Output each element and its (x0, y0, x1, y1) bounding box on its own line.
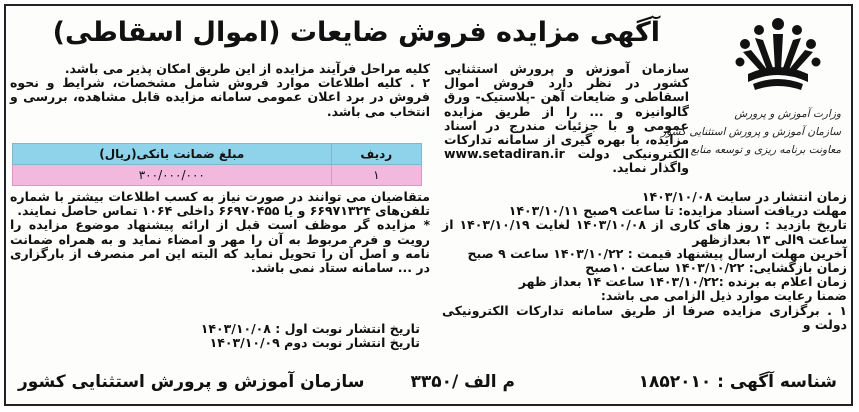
intro-paragraph (444, 62, 689, 176)
schedule-block (442, 190, 847, 332)
table-header-deposit-amount: مبلغ ضمانت بانکی(ریال) (13, 144, 332, 165)
deposit-table (12, 143, 422, 186)
ad-title: آگهی مزایده فروش ضایعات (اموال اسقاطی) (52, 17, 660, 48)
publication-dates (120, 322, 420, 350)
emblem-icon (723, 10, 833, 105)
condition-item: ۲ . کلیه اطلاعات موارد فروش شامل مشخصات، شرایط و نحوه فروش در برد اعلان عمومی سامانه مزایده قابل مشاهده، بررسی و انتخاب می باشد. (10, 75, 430, 119)
schedule-item: ضمنا رعایت موارد ذیل الزامی می باشد: (600, 288, 847, 304)
publication-first: تاریخ انتشار نوبت اول : ۱۴۰۳/۱۰/۰۸ (200, 321, 420, 336)
schedule-item: مهلت دریافت اسناد مزایده: تا ساعت ۹صبح ۱۴۰۳/۱۰/۱۱ (508, 203, 847, 219)
conditions-block (10, 62, 430, 119)
table-cell-deposit-amount: ۳۰۰/۰۰۰/۰۰۰ (13, 165, 332, 186)
notice-text: * مزایده گر موظف است قبل از ارائه پیشنهاد موضوع مزایده را رویت و فرم مربوط به آن را مهر و امضاء نماید و به همراه ضمانت نامه و اصل آن را تحویل نماید که البته این امر منصرف از بارگزاری در ... سامانه ستاد نمی باشد. (10, 217, 430, 276)
schedule-item: زمان انتشار در سایت ۱۴۰۳/۱۰/۰۸ (641, 189, 847, 204)
footer-organization: سازمان آموزش و پرورش استثنایی کشور (18, 372, 365, 392)
ad-footer (10, 368, 845, 396)
ministry-logo (661, 10, 841, 170)
schedule-item: زمان اعلام به برنده :۱۴۰۳/۱۰/۲۲ ساعت ۱۴ بعداز ظهر (518, 274, 847, 290)
ad-code: م الف /۳۳۵۰ (410, 372, 515, 392)
organization-name: سازمان آموزش و پرورش استثنایی کشور (661, 126, 841, 138)
deputy-name: معاونت برنامه ریزی و توسعه منابع (690, 144, 841, 156)
publication-second: تاریخ انتشار نوبت دوم ۱۴۰۳/۱۰/۰۹ (209, 335, 420, 351)
schedule-item: زمان بازگشایی: ۱۴۰۳/۱۰/۲۲ ساعت ۱۰صبح (585, 260, 847, 276)
table-row (13, 165, 422, 186)
condition-item: کلیه مراحل فرآیند مزایده از این طریق امکان پذیر می باشد. (64, 61, 430, 76)
table-cell-row-number: ۱ (331, 165, 421, 186)
ministry-name: وزارت آموزش و پرورش (734, 108, 841, 120)
schedule-item: آخرین مهلت ارسال پیشنهاد قیمت : ۱۴۰۳/۱۰/۲۲ ساعت ۹ صبح (467, 245, 847, 261)
contact-and-notice (10, 190, 430, 275)
ad-id: شناسه آگهی : ۱۸۵۲۰۱۰ (638, 372, 837, 392)
intro-text: سازمان آموزش و پرورش استثنایی کشور در نظر دارد فروش اموال اسقاطی و ضایعات آهن -پلاستیک- ورق گالوانیزه و ... را از طریق مزایده عمومی و با جزئیات مندرج در اسناد مزایده، با بهره گیری از سامانه تدارکات الکترونیکی دولت www.setadiran.ir واگذار نماید. (444, 61, 689, 176)
contact-text: متقاضیان می توانند در صورت نیاز به کسب اطلاعات بیشتر با شماره تلفن‌های ۶۶۹۷۱۳۲۴ و یا ۶۶۹۷۰۴۵۵ داخلی ۱۰۶۴ تماس حاصل نمایند. (10, 189, 430, 219)
schedule-item: ۱ . برگزاری مزایده صرفا از طریق سامانه تدارکات الکترونیکی دولت و (442, 302, 847, 332)
schedule-item: تاریخ بازدید : روز های کاری از ۱۴۰۳/۱۰/۰۸ لغایت ۱۴۰۳/۱۰/۱۹ از ساعت ۹الی ۱۳ بعدازظهر (442, 217, 847, 247)
table-header-row-number: ردیف (331, 144, 421, 165)
